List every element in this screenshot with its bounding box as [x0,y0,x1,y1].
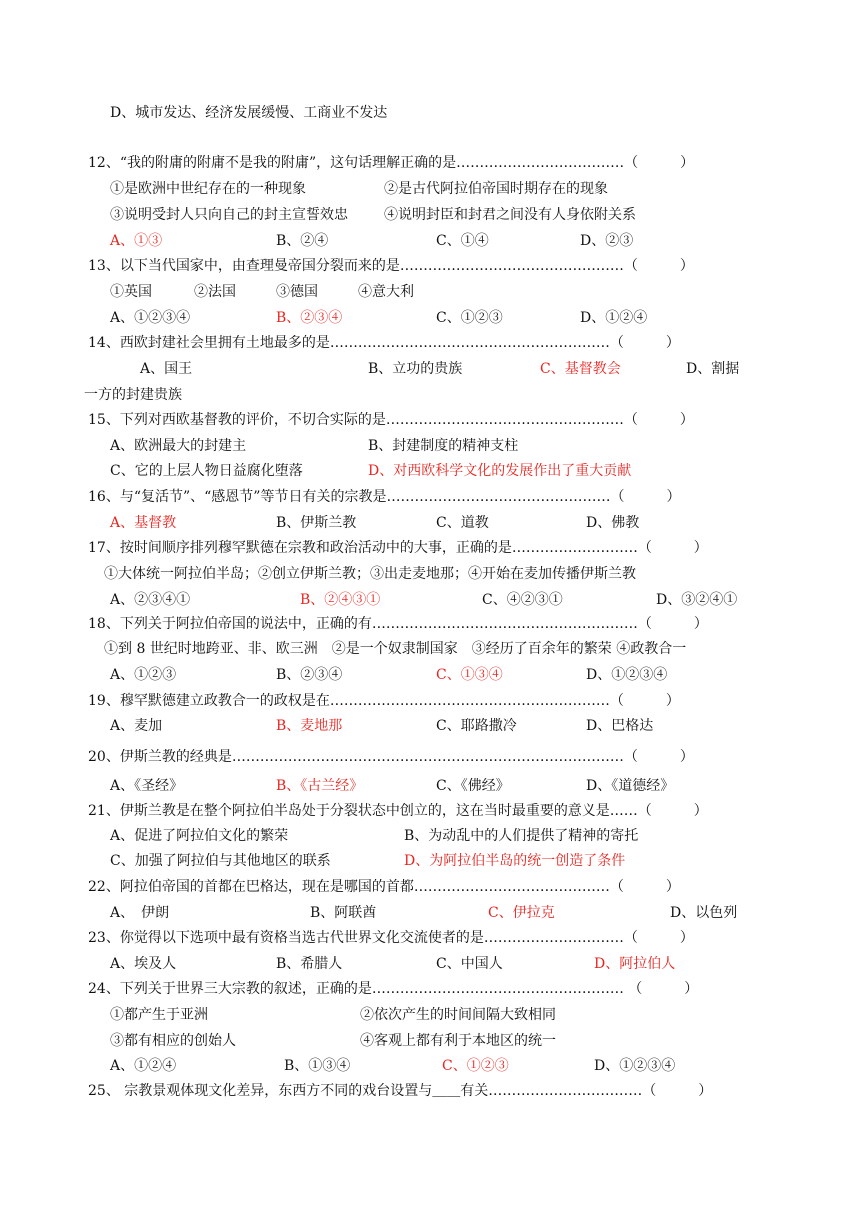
q22-option-a: A、 伊朗 [110,905,170,921]
q12-option-d: D、②③ [580,233,634,249]
q24-stem: 24、下列关于世界三大宗教的叙述，正确的是……………………………………………… （ ） [88,981,699,997]
q21-option-a: A、促进了阿拉伯文化的繁荣 [110,828,289,844]
q21-stem: 21、伊斯兰教是在整个阿拉伯半岛处于分裂状态中创立的，这在当时最重要的意义是……（ ） [88,803,708,819]
q23-option-d: D、阿拉伯人 [594,956,676,972]
q14-option-d: D、割据 [686,361,740,377]
q22-stem: 22、阿拉伯帝国的首都在巴格达，现在是哪国的首都……………………………………（ ） [88,879,680,895]
q20-stem-line [0,747,860,767]
q12-stem: 12、“我的附庸的附庸不是我的附庸”，这句话理解正确的是………………………………（ ） [88,155,695,171]
q16-option-c: C、道教 [436,515,489,531]
q18-options [0,665,860,685]
q19-option-a: A、麦加 [110,718,163,734]
q21-option-b: B、为动乱中的人们提供了精神的寄托 [404,828,639,844]
q17-option-d: D、③②④① [656,592,738,608]
q14-option-a: A、国王 [140,361,193,377]
q13-options [0,308,860,328]
q16-option-a: A、基督教 [110,515,177,531]
q15-options-1 [0,436,860,456]
q18-option-a: A、①②③ [110,667,177,683]
q12-option-b: B、②④ [276,233,329,249]
q17-options [0,590,860,610]
q15-option-a: A、欧洲最大的封建主 [110,438,247,454]
q13-option-d: D、①②④ [580,310,648,326]
q16-options [0,513,860,533]
q17-s: ①大体统一阿拉伯半岛；②创立伊斯兰教；③出走麦地那；④开始在麦加传播伊斯兰教 [104,566,636,582]
q18-stem: 18、下列关于阿拉伯帝国的说法中，正确的有…………………………………………………（ ） [88,616,708,632]
q12-options [0,231,860,251]
q16-option-b: B、伊斯兰教 [276,515,357,531]
q20-stem: 20、伊斯兰教的经典是…………………………………………………………………………（ ） [88,749,694,765]
q23-options [0,954,860,974]
q24-option-b: B、①③④ [284,1058,351,1074]
q13-option-c: C、①②③ [436,310,503,326]
q12-option-c: C、①④ [436,233,489,249]
q24-s3: ③都有相应的创始人 [110,1033,236,1049]
q24-option-d: D、①②③④ [594,1058,676,1074]
q21-option-c: C、加强了阿拉伯与其他地区的联系 [110,853,331,869]
q24-option-c: C、①②③ [442,1058,509,1074]
q15-stem-line [0,410,860,430]
q21-options-1 [0,826,860,846]
q15-options-2 [0,461,860,481]
q15-option-b: B、封建制度的精神支柱 [368,438,519,454]
q24-stem-line [0,979,860,999]
q24-s2: ②依次产生的时间间隔大致相同 [360,1007,556,1023]
q19-option-c: C、耶路撒冷 [436,718,517,734]
q24-s1: ①都产生于亚洲 [110,1007,208,1023]
q13-s3: ③德国 [276,284,318,300]
q19-option-b: B、麦地那 [276,718,343,734]
q13-s2: ②法国 [194,284,236,300]
q23-option-b: B、希腊人 [276,956,343,972]
q18-option-c: C、①③④ [436,667,503,683]
q14-options [0,359,860,379]
q18-stem-line [0,614,860,634]
q23-stem: 23、你觉得以下选项中最有资格当选古代世界文化交流使者的是…………………………（ ） [88,930,694,946]
q20-option-b: B、《古兰经》 [276,778,364,794]
q12-s2: ②是古代阿拉伯帝国时期存在的现象 [384,181,608,197]
q22-option-d: D、以色列 [670,905,738,921]
q17-option-a: A、②③④① [110,592,191,608]
q12-statements-2 [0,205,860,225]
q21-options-2 [0,851,860,871]
q13-option-b: B、②③④ [276,310,343,326]
q18-s: ①到 8 世纪时地跨亚、非、欧三洲 ②是一个奴隶制国家 ③经历了百余年的繁荣 ④政教合一 [104,641,687,657]
q22-options [0,903,860,923]
q23-stem-line [0,928,860,948]
q21-option-d: D、为阿拉伯半岛的统一创造了条件 [404,853,626,869]
q25-stem-line [0,1081,860,1101]
q13-stem: 13、以下当代国家中，由查理曼帝国分裂而来的是…………………………………………（ ） [88,258,694,274]
q25-stem: 25、 宗教景观体现文化差异，东西方不同的戏台设置与＿＿有关……………………………（ ） [88,1083,713,1099]
q17-statements [0,564,860,584]
q12-s4: ④说明封臣和封君之间没有人身依附关系 [384,207,636,223]
q24-option-a: A、①②④ [110,1058,177,1074]
q12-s3: ③说明受封人只向自己的封主宣誓效忠 [110,207,348,223]
q20-option-a: A、《圣经》 [110,778,184,794]
q22-option-b: B、阿联酋 [310,905,377,921]
q17-stem: 17、按时间顺序排列穆罕默德在宗教和政治活动中的大事，正确的是………………………（ ） [88,540,708,556]
q13-stem-line [0,256,860,276]
q12-stem-line [0,153,860,173]
q17-option-b: B、②④③① [300,592,381,608]
q19-options [0,716,860,736]
q14-option-c: C、基督教会 [540,361,621,377]
q14-option-d-cont: 一方的封建贵族 [84,387,182,403]
q18-option-d: D、①②③④ [586,667,668,683]
q13-option-a: A、①②③④ [110,310,191,326]
q19-stem-line [0,691,860,711]
q16-option-d: D、佛教 [586,515,640,531]
q14-stem: 14、西欧封建社会里拥有土地最多的是……………………………………………………（ ） [88,335,680,351]
q11-option-d-line [0,103,860,123]
q14-continuation [0,385,860,405]
q22-stem-line [0,877,860,897]
q14-option-b: B、立功的贵族 [368,361,463,377]
q16-stem-line [0,487,860,507]
q15-option-d: D、对西欧科学文化的发展作出了重大贡献 [368,463,632,479]
q15-stem: 15、下列对西欧基督教的评价，不切合实际的是……………………………………………（ ） [88,412,694,428]
q13-s1: ①英国 [110,284,152,300]
q24-options [0,1056,860,1076]
q20-option-c: C、《佛经》 [436,778,510,794]
q23-option-a: A、埃及人 [110,956,177,972]
q17-stem-line [0,538,860,558]
q17-option-c: C、④②③① [482,592,563,608]
q20-options [0,776,860,796]
q11-option-d: D、城市发达、经济发展缓慢、工商业不发达 [110,105,388,121]
q24-statements-2 [0,1031,860,1051]
q18-statements [0,639,860,659]
q24-statements-1 [0,1005,860,1025]
q14-stem-line [0,333,860,353]
q18-option-b: B、②③④ [276,667,343,683]
q19-option-d: D、巴格达 [586,718,654,734]
q13-statements [0,282,860,302]
q12-statements-1 [0,179,860,199]
q13-s4: ④意大利 [358,284,414,300]
q12-option-a: A、①③ [110,233,163,249]
q24-s4: ④客观上都有利于本地区的统一 [360,1033,556,1049]
q20-option-d: D、《道德经》 [586,778,675,794]
q23-option-c: C、中国人 [436,956,503,972]
q12-s1: ①是欧洲中世纪存在的一种现象 [110,181,306,197]
q19-stem: 19、穆罕默德建立政教合一的政权是在……………………………………………………（ ） [88,693,680,709]
q21-stem-line [0,801,860,821]
q15-option-c: C、它的上层人物日益腐化堕落 [110,463,303,479]
q16-stem: 16、与“复活节”、“感恩节”等节日有关的宗教是…………………………………………（ ） [88,489,681,505]
q22-option-c: C、伊拉克 [488,905,555,921]
